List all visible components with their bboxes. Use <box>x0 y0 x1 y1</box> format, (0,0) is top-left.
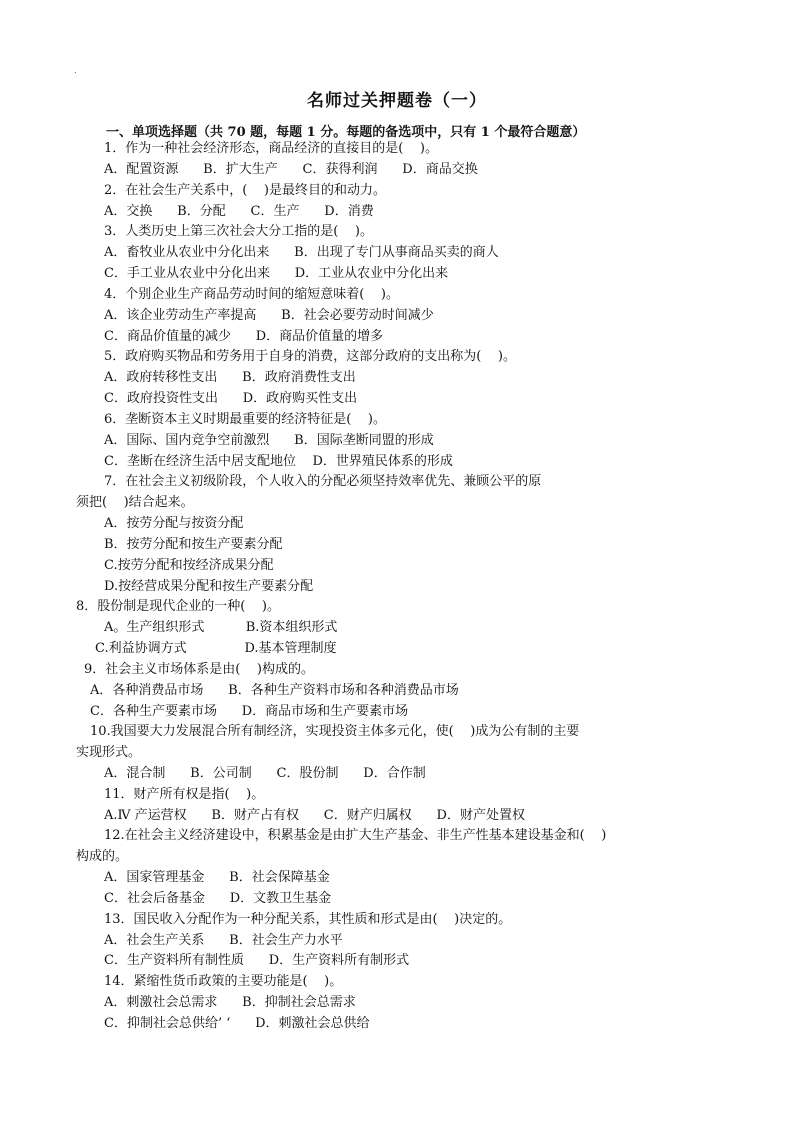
question-text: 11．财产所有权是指( )。 <box>104 787 265 802</box>
question-text: 13．国民收入分配作为一种分配关系，其性质和形式是由( )决定的。 <box>104 912 512 927</box>
answer-options: C．生产资料所有制性质 D．生产资料所有制形式 <box>104 953 410 968</box>
corner-mark: . <box>74 66 77 75</box>
answer-options: A．刺激社会总需求 B．抑制社会总需求 <box>104 995 356 1010</box>
answer-options: C．商品价值量的减少 D．商品价值量的增多 <box>104 329 384 344</box>
question-text: 1．作为一种社会经济形态，商品经济的直接目的是( )。 <box>104 141 438 156</box>
answer-options: C．社会后备基金 D．文教卫生基金 <box>104 891 332 906</box>
answer-option: D.按经营成果分配和按生产要素分配 <box>104 579 314 594</box>
answer-options: A。生产组织形式 B.资本组织形式 <box>104 620 338 635</box>
answer-options: A．配置资源 B．扩大生产 C．获得利润 D．商品交换 <box>104 162 478 177</box>
answer-options: A．国家管理基金 B．社会保障基金 <box>104 870 330 885</box>
question-text: 5．政府购买物品和劳务用于自身的消费，这部分政府的支出称为( )。 <box>104 349 516 364</box>
answer-options: A．该企业劳动生产率提高 B．社会必要劳动时间减少 <box>104 308 434 323</box>
question-text: 2．在社会生产关系中，( )是最终目的和动力。 <box>104 183 386 198</box>
answer-options: C．手工业从农业中分化出来 D．工业从农业中分化出来 <box>104 266 449 281</box>
question-text: 4．个别企业生产商品劳动时间的缩短意味着( )。 <box>104 287 399 302</box>
answer-options: A．社会生产关系 B．社会生产力水平 <box>104 933 343 948</box>
answer-option: C.按劳分配和按经济成果分配 <box>104 558 274 573</box>
question-text: 6．垄断资本主义时期最重要的经济特征是( )。 <box>104 412 386 427</box>
answer-options: C．垄断在经济生活中居支配地位 D．世界殖民体系的形成 <box>104 454 453 469</box>
answer-options: C.利益协调方式 D.基本管理制度 <box>95 641 337 656</box>
answer-options: A．畜牧业从农业中分化出来 B．出现了专门从事商品买卖的商人 <box>104 245 499 260</box>
answer-options: C．各种生产要素市场 D．商品市场和生产要素市场 <box>90 704 409 719</box>
question-text-continued: 实现形式。 <box>76 745 142 760</box>
answer-options: A.Ⅳ 产运营权 B．财产占有权 C．财产归属权 D．财产处置权 <box>104 808 525 823</box>
answer-option: B．按劳分配和按生产要素分配 <box>104 537 283 552</box>
answer-options: A．混合制 B．公司制 C．股份制 D．合作制 <box>104 766 426 781</box>
question-text: 8．股份制是现代企业的一种( )。 <box>76 599 280 614</box>
answer-options: A．政府转移性支出 B．政府消费性支出 <box>104 370 356 385</box>
answer-options: A．国际、国内竞争空前激烈 B．国际垄断同盟的形成 <box>104 433 434 448</box>
answer-options: C．抑制社会总供给’ ‘ D．刺激社会总供给 <box>104 1016 370 1031</box>
question-text: 3．人类历史上第三次社会大分工指的是( )。 <box>104 224 373 239</box>
section-heading: 一、单项选择题（共 70 题，每题 1 分。每题的备选项中，只有 1 个最符合题意） <box>106 125 586 140</box>
page-title: 名师过关押题卷（一） <box>307 91 487 111</box>
answer-options: A．各种消费品市场 B．各种生产资料市场和各种消费品市场 <box>90 683 459 698</box>
question-text: 9．社会主义市场体系是由( )构成的。 <box>84 662 314 677</box>
question-text: 10.我国要大力发展混合所有制经济，实现投资主体多元化，使( )成为公有制的主要 <box>90 724 580 739</box>
answer-options: C．政府投资性支出 D．政府购买性支出 <box>104 391 358 406</box>
question-text: 14．紧缩性货币政策的主要功能是( )。 <box>104 974 343 989</box>
answer-option: A．按劳分配与按资分配 <box>104 516 244 531</box>
question-text-continued: 构成的。 <box>76 849 129 864</box>
question-text: 12.在社会主义经济建设中，积累基金是由扩大生产基金、非生产性基本建设基金和( ) <box>104 828 607 843</box>
question-text-continued: 须把( )结合起来。 <box>76 495 194 510</box>
answer-options: A．交换 B．分配 C．生产 D．消费 <box>104 204 374 219</box>
question-text: 7．在社会主义初级阶段，个人收入的分配必须坚持效率优先、兼顾公平的原 <box>104 474 542 489</box>
